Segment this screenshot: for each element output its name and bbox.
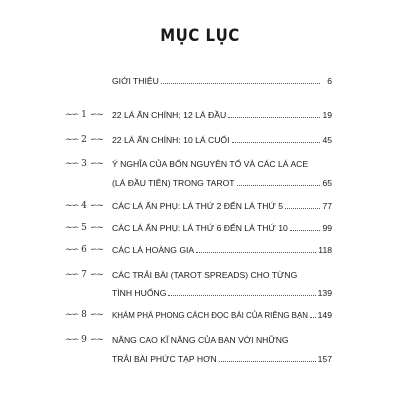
dot-leader <box>290 229 320 231</box>
toc-entry-title: CÁC LÁ HOÀNG GIA <box>112 245 195 255</box>
toc-entry-chapter-3-line-1[interactable] <box>112 155 332 169</box>
chapter-number: 4 <box>81 201 87 211</box>
chapter-number: 9 <box>81 335 87 345</box>
dot-leader <box>232 141 321 143</box>
toc-page-number: 157 <box>317 354 332 364</box>
ornament-left-icon: ~∽ <box>65 159 79 169</box>
dot-leader <box>219 360 316 362</box>
toc-page-number: 45 <box>322 135 332 145</box>
toc-entry-chapter-4[interactable] <box>112 197 332 211</box>
page-title: MỤC LỤC <box>160 24 240 46</box>
toc-entry-title: NÂNG CAO KĨ NĂNG CỦA BẠN VỚI NHỮNG <box>112 335 289 345</box>
toc-entry-chapter-3-line-2[interactable] <box>112 174 332 188</box>
ornament-left-icon: ~∽ <box>65 310 79 320</box>
chapter-number: 1 <box>81 110 87 120</box>
toc-entry-intro[interactable] <box>112 72 332 86</box>
toc-entry-title: 22 LÁ ẨN CHÍNH: 10 LÁ CUỐI <box>112 135 230 145</box>
dot-leader <box>285 207 320 209</box>
ornament-right-icon: ∽~ <box>89 270 103 280</box>
toc-entry-chapter-7-line-2[interactable] <box>112 284 332 298</box>
toc-entry-chapter-1[interactable] <box>112 106 332 120</box>
toc-entry-chapter-6[interactable] <box>112 241 332 255</box>
ornament-right-icon: ∽~ <box>89 135 103 145</box>
ornament-right-icon: ∽~ <box>89 201 103 211</box>
ornament-left-icon: ~∽ <box>65 335 79 345</box>
toc-entry-title: (LÁ ĐẦU TIÊN) TRONG TAROT <box>112 178 235 188</box>
ornament-right-icon: ∽~ <box>89 310 103 320</box>
chapter-number-marker <box>62 131 110 145</box>
chapter-number-marker <box>62 106 110 120</box>
ornament-right-icon: ∽~ <box>89 335 103 345</box>
dot-leader <box>168 294 315 296</box>
ornament-left-icon: ~∽ <box>65 135 79 145</box>
toc-entry-chapter-5[interactable] <box>112 219 332 233</box>
toc-entry-title: Ý NGHĨA CỦA BỐN NGUYÊN TỐ VÀ CÁC LÁ ACE <box>112 159 309 169</box>
toc-page-number: 139 <box>317 288 332 298</box>
dot-leader <box>310 316 316 318</box>
toc-entry-title: TRẢI BÀI PHỨC TẠP HƠN <box>112 354 217 364</box>
chapter-number: 2 <box>81 135 87 145</box>
toc-page-number: 65 <box>322 178 332 188</box>
toc-page-number: 118 <box>318 245 332 255</box>
toc-page-number: 99 <box>322 223 332 233</box>
ornament-right-icon: ∽~ <box>89 110 103 120</box>
ornament-right-icon: ∽~ <box>89 245 103 255</box>
toc-page-number: 19 <box>322 110 332 120</box>
chapter-number-marker <box>62 219 110 233</box>
toc-entry-title: GIỚI THIỆU <box>112 76 159 86</box>
chapter-number-marker <box>62 155 110 169</box>
dot-leader <box>237 184 320 186</box>
toc-page-number: 149 <box>317 310 332 320</box>
chapter-number: 3 <box>81 159 87 169</box>
toc-entry-chapter-9-line-1[interactable] <box>112 331 332 345</box>
chapter-number: 6 <box>81 245 87 255</box>
chapter-number-marker <box>62 197 110 211</box>
toc-entry-title: TÌNH HUỐNG <box>112 288 167 298</box>
chapter-number: 5 <box>81 223 87 233</box>
ornament-right-icon: ∽~ <box>89 159 103 169</box>
toc-entry-title: CÁC LÁ ẨN PHỤ: LÁ THỨ 6 ĐẾN LÁ THỨ 10 <box>112 223 288 233</box>
chapter-number-marker <box>62 266 110 280</box>
ornament-right-icon: ∽~ <box>89 223 103 233</box>
ornament-left-icon: ~∽ <box>65 223 79 233</box>
ornament-left-icon: ~∽ <box>65 270 79 280</box>
dot-leader <box>161 82 320 84</box>
toc-entry-title: 22 LÁ ẨN CHÍNH: 12 LÁ ĐẦU <box>112 110 227 120</box>
chapter-number-marker <box>62 331 110 345</box>
toc-entry-title: CÁC LÁ ẨN PHỤ: LÁ THỨ 2 ĐẾN LÁ THỨ 5 <box>112 201 284 211</box>
toc-entry-chapter-7-line-1[interactable] <box>112 266 332 280</box>
toc-entry-title: KHÁM PHÁ PHONG CÁCH ĐỌC BÀI CỦA RIÊNG BẠN <box>112 310 308 320</box>
chapter-number: 7 <box>81 270 87 280</box>
ornament-left-icon: ~∽ <box>65 110 79 120</box>
toc-page-number: 6 <box>327 76 332 86</box>
chapter-number-marker <box>62 306 110 320</box>
chapter-number-marker <box>62 241 110 255</box>
ornament-left-icon: ~∽ <box>65 201 79 211</box>
toc-entry-chapter-9-line-2[interactable] <box>112 350 332 364</box>
chapter-number: 8 <box>81 310 87 320</box>
toc-page-number: 77 <box>322 201 332 211</box>
toc-entry-chapter-8[interactable] <box>112 306 332 320</box>
dot-leader <box>228 116 320 118</box>
ornament-left-icon: ~∽ <box>65 245 79 255</box>
dot-leader <box>196 251 316 253</box>
toc-entry-title: CÁC TRẢI BÀI (TAROT SPREADS) CHO TỪNG <box>112 270 298 280</box>
toc-entry-chapter-2[interactable] <box>112 131 332 145</box>
